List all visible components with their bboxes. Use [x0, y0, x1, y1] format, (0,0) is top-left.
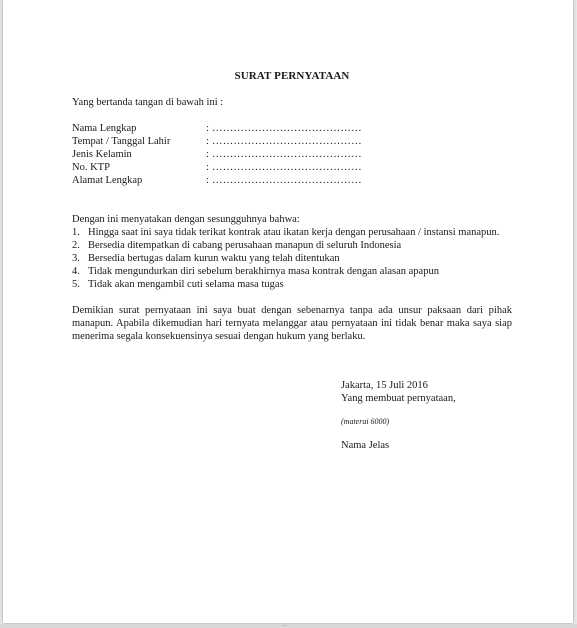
list-text: Tidak mengundurkan diri sebelum berakhirnya masa kontrak dengan alasan apapun	[88, 266, 439, 277]
statement-list	[72, 226, 512, 291]
document-page	[3, 0, 573, 623]
field-colon: :	[206, 149, 209, 160]
list-item	[72, 278, 512, 291]
field-blank: ……………………………………	[212, 136, 362, 147]
closing-paragraph: Demikian surat pernyataan ini saya buat dengan sebenarnya tanpa ada unsur paksaan dari pihak manapun. Apabila dikemudian hari ternyata melanggar atau pernyataan ini tidak benar maka saya siap menerima segala konsekuensinya sesuai dengan hukum yang berlaku.	[72, 305, 512, 342]
field-row	[72, 148, 512, 161]
list-text: Bersedia ditempatkan di cabang perusahaan manapun di seluruh Indonesia	[88, 240, 402, 251]
field-blank: ……………………………………	[212, 149, 362, 160]
field-row	[72, 161, 512, 174]
list-number: 5.	[72, 279, 80, 290]
field-row	[72, 122, 512, 135]
field-row	[72, 174, 512, 187]
statement-intro: Dengan ini menyatakan dengan sesungguhnya bahwa:	[72, 214, 300, 225]
field-blank: ……………………………………	[212, 123, 362, 134]
document-body	[72, 70, 512, 343]
place-date: Jakarta, 15 Juli 2016	[341, 380, 428, 391]
field-colon: :	[206, 136, 209, 147]
page-footer-dots: ...	[282, 621, 288, 628]
field-label: Alamat Lengkap	[72, 175, 143, 186]
field-label: No. KTP	[72, 162, 110, 173]
list-text: Tidak akan mengambil cuti selama masa tugas	[88, 279, 284, 290]
list-number: 3.	[72, 253, 80, 264]
field-colon: :	[206, 162, 209, 173]
document-title: SURAT PERNYATAAN	[234, 70, 350, 82]
intro-text: Yang bertanda tangan di bawah ini :	[72, 97, 224, 108]
page-bottom-edge	[0, 621, 577, 628]
field-colon: :	[206, 175, 209, 186]
list-text: Hingga saat ini saya tidak terikat kontrak atau ikatan kerja dengan perusahaan / instansi manapun.	[88, 227, 500, 238]
field-label: Nama Lengkap	[72, 123, 137, 134]
list-item	[72, 239, 512, 252]
field-label: Tempat / Tanggal Lahir	[72, 136, 171, 147]
field-blank: ……………………………………	[212, 175, 362, 186]
list-item	[72, 226, 512, 239]
list-number: 1.	[72, 227, 80, 238]
field-blank: ……………………………………	[212, 162, 362, 173]
signer-name: Nama Jelas	[341, 440, 390, 451]
field-row	[72, 135, 512, 148]
materai-stamp-note: (materai 6000)	[341, 417, 390, 426]
list-item	[72, 265, 512, 278]
list-text: Bersedia bertugas dalam kurun waktu yang telah ditentukan	[88, 253, 340, 264]
field-label: Jenis Kelamin	[72, 149, 132, 160]
identity-fields	[72, 122, 512, 187]
field-colon: :	[206, 123, 209, 134]
list-item	[72, 252, 512, 265]
signature-block	[341, 379, 456, 452]
signer-role: Yang membuat pernyataan,	[341, 393, 456, 404]
list-number: 2.	[72, 240, 80, 251]
list-number: 4.	[72, 266, 80, 277]
